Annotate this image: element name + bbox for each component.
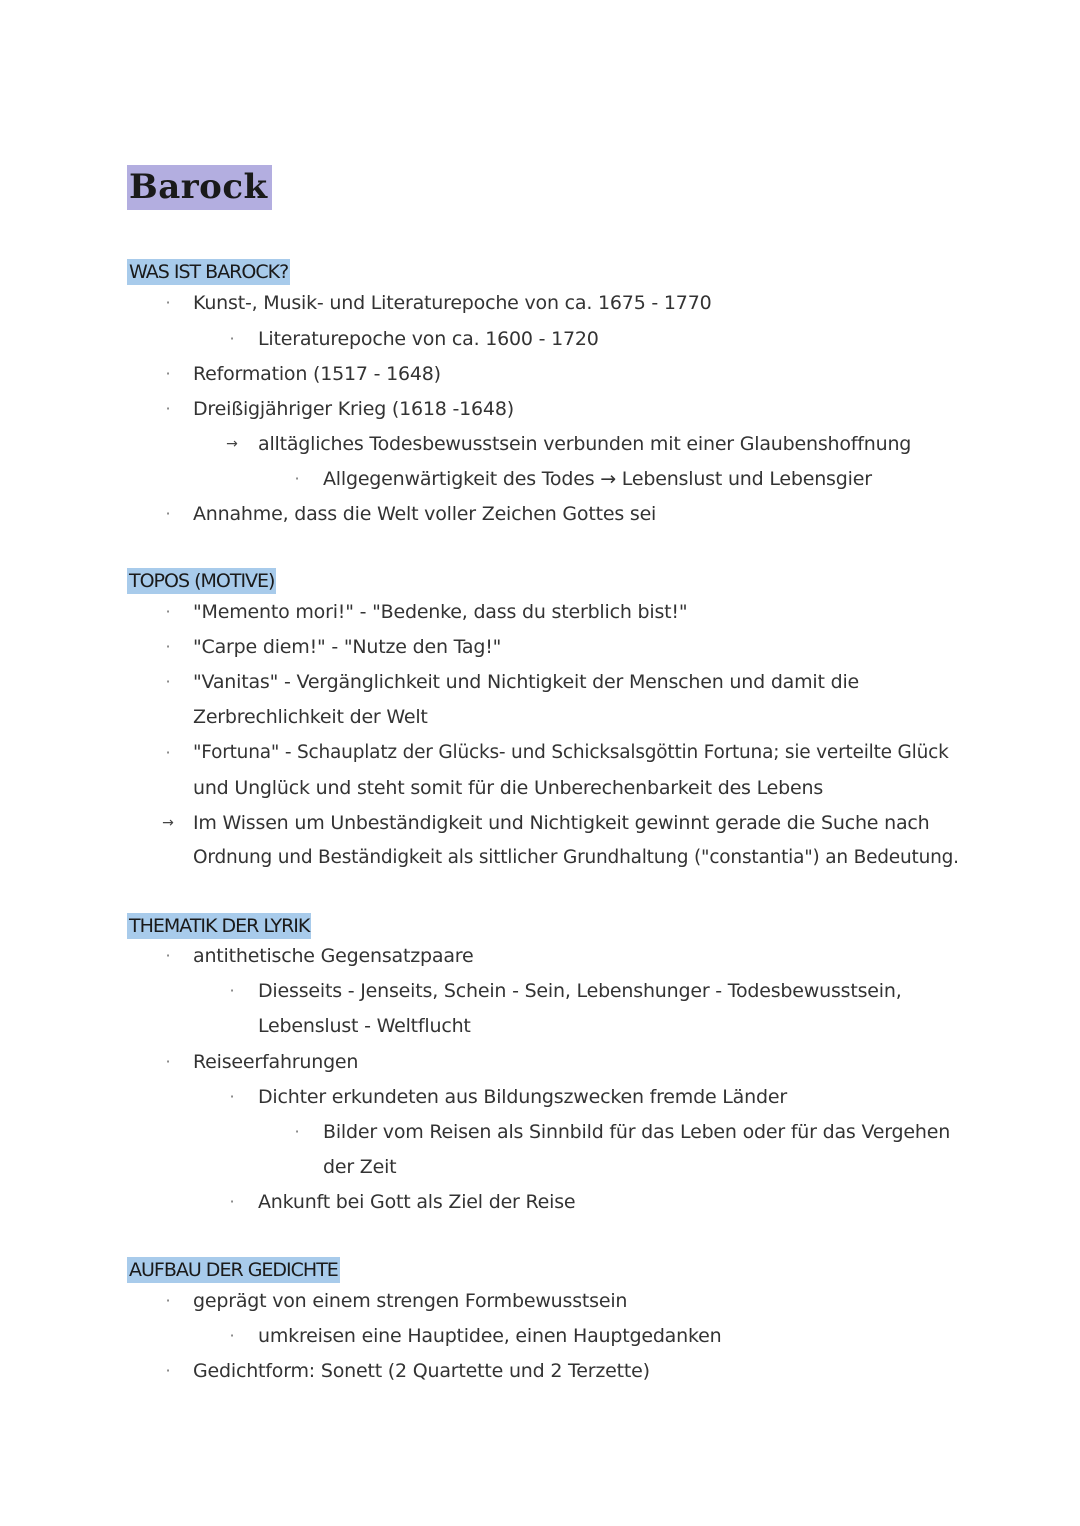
bullet-marker: · xyxy=(229,1326,235,1345)
page-title: Barock xyxy=(127,165,272,210)
list-item: umkreisen eine Hauptidee, einen Hauptgedanken xyxy=(258,1325,722,1347)
bullet-marker: · xyxy=(165,399,171,418)
bullet-marker: · xyxy=(229,1192,235,1211)
list-item: Dreißigjähriger Krieg (1618 -1648) xyxy=(193,398,514,420)
section-heading-was-ist-barock: WAS IST BAROCK? xyxy=(129,261,289,283)
list-item-continuation: Lebenslust - Weltflucht xyxy=(258,1015,471,1037)
bullet-marker: · xyxy=(294,469,300,488)
list-item: Reformation (1517 - 1648) xyxy=(193,363,441,385)
bullet-marker: · xyxy=(165,293,171,312)
bullet-marker: · xyxy=(229,1087,235,1106)
list-item-continuation: Zerbrechlichkeit der Welt xyxy=(193,706,428,728)
list-item: Reiseerfahrungen xyxy=(193,1051,359,1073)
bullet-marker: · xyxy=(165,1361,171,1380)
bullet-marker: · xyxy=(165,602,171,621)
list-item-continuation: Ordnung und Beständigkeit als sittlicher Grundhaltung ("constantia") an Bedeutung. xyxy=(193,847,959,868)
section-heading-aufbau: AUFBAU DER GEDICHTE xyxy=(129,1259,338,1281)
list-item: Kunst-, Musik- und Literaturepoche von ca. 1675 - 1770 xyxy=(193,292,712,314)
bullet-marker: · xyxy=(165,946,171,965)
bullet-marker: · xyxy=(165,504,171,523)
list-item: alltägliches Todesbewusstsein verbunden mit einer Glaubenshoffnung xyxy=(258,433,912,455)
section-heading-thematik: THEMATIK DER LYRIK xyxy=(129,915,310,937)
list-item: Literaturepoche von ca. 1600 - 1720 xyxy=(258,328,599,350)
bullet-marker: · xyxy=(165,1052,171,1071)
list-item: antithetische Gegensatzpaare xyxy=(193,945,474,967)
bullet-marker: · xyxy=(229,329,235,348)
list-item-continuation: und Unglück und steht somit für die Unberechenbarkeit des Lebens xyxy=(193,777,824,799)
list-item: Allgegenwärtigkeit des Todes → Lebenslust und Lebensgier xyxy=(323,468,872,490)
list-item: geprägt von einem strengen Formbewusstsein xyxy=(193,1290,628,1312)
bullet-marker: · xyxy=(165,672,171,691)
list-item: "Fortuna" - Schauplatz der Glücks- und Schicksalsgöttin Fortuna; sie verteilte Glück xyxy=(193,742,949,763)
arrow-icon: → xyxy=(226,436,238,452)
list-item: "Memento mori!" - "Bedenke, dass du sterblich bist!" xyxy=(193,601,688,623)
bullet-marker: · xyxy=(165,1291,171,1310)
arrow-icon: → xyxy=(162,815,174,831)
list-item: Diesseits - Jenseits, Schein - Sein, Lebenshunger - Todesbewusstsein, xyxy=(258,980,902,1002)
bullet-marker: · xyxy=(165,364,171,383)
bullet-marker: · xyxy=(294,1122,300,1141)
list-item: Ankunft bei Gott als Ziel der Reise xyxy=(258,1191,576,1213)
list-item: "Carpe diem!" - "Nutze den Tag!" xyxy=(193,636,502,658)
bullet-marker: · xyxy=(229,981,235,1000)
list-item: Annahme, dass die Welt voller Zeichen Gottes sei xyxy=(193,503,657,525)
list-item: Gedichtform: Sonett (2 Quartette und 2 Terzette) xyxy=(193,1360,650,1382)
bullet-marker: · xyxy=(165,743,171,762)
bullet-marker: · xyxy=(165,637,171,656)
list-item: Dichter erkundeten aus Bildungszwecken fremde Länder xyxy=(258,1086,787,1108)
section-heading-topos: TOPOS (MOTIVE) xyxy=(129,570,275,592)
list-item: Im Wissen um Unbeständigkeit und Nichtigkeit gewinnt gerade die Suche nach xyxy=(193,812,930,834)
list-item: Bilder vom Reisen als Sinnbild für das Leben oder für das Vergehen xyxy=(323,1121,951,1143)
list-item: "Vanitas" - Vergänglichkeit und Nichtigkeit der Menschen und damit die xyxy=(193,671,860,693)
list-item-continuation: der Zeit xyxy=(323,1156,397,1178)
